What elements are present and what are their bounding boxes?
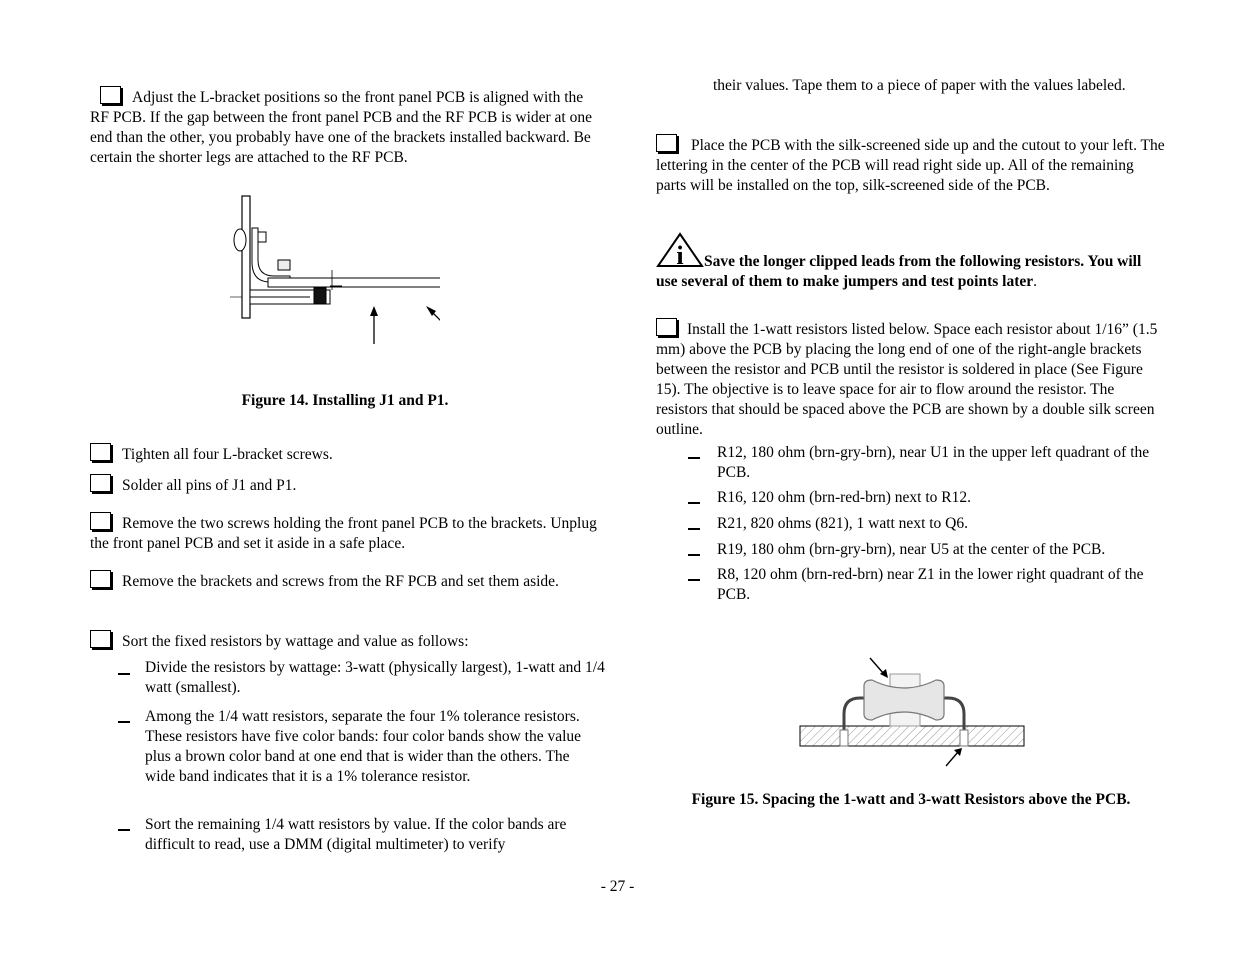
warning-text: Save the longer clipped leads from the following resistors. You will use several of them to make jumpers and test points later (656, 253, 1142, 290)
checkbox-icon[interactable] (90, 570, 111, 588)
sub-step-sort-remaining: Sort the remaining 1/4 watt resistors by value. If the color bands are difficult to read, use a DMM (digital multimeter) to verify (145, 816, 567, 853)
pcb-board (800, 726, 1024, 746)
warning-info-icon (656, 232, 704, 268)
resistor-item-r19: R19, 180 ohm (brn-gry-brn), near U5 at the center of the PCB. (717, 541, 1106, 558)
step-remove-brackets (90, 570, 605, 592)
page-number: - 27 - (600, 878, 635, 895)
step-text: Remove the brackets and screws from the RF PCB and set them aside. (122, 573, 559, 590)
resistor-item-r8: R8, 120 ohm (brn-red-brn) near Z1 in the lower right quadrant of the PCB. (717, 566, 1144, 603)
bracket-nut (278, 260, 290, 270)
figure-15-caption: Figure 15. Spacing the 1-watt and 3-watt Resistors above the PCB. (691, 791, 1131, 808)
checkbox-icon[interactable] (100, 86, 121, 104)
sub-bullet-dash (688, 579, 700, 581)
step-text: Install the 1-watt resistors listed below. Space each resistor about 1/16” (1.5 mm) above the PCB by placing the long end of one of the right-angle brackets between the resistor and PCB until the resistor is soldered in place (See Figure 15). The objective is to leave space for air to flow around the resistor. The resistors that should be spaced above the PCB are shown by a double silk screen outline. (656, 321, 1158, 438)
sub-bullet-dash (118, 673, 130, 675)
front-panel-pcb (242, 196, 250, 318)
bracket-screw-head (234, 229, 246, 251)
sub-step-divide-wattage: Divide the resistors by wattage: 3-watt (physically largest), 1-watt and 1/4 watt (smallest). (145, 659, 605, 696)
checkbox-icon[interactable] (90, 630, 111, 648)
checkbox-icon[interactable] (656, 134, 677, 152)
step-text: Remove the two screws holding the front panel PCB to the brackets. Unplug the front panel PCB and set it aside in a safe place. (90, 515, 597, 552)
sub-step-sort-remaining-cont: their values. Tape them to a piece of paper with the values labeled. (713, 77, 1126, 94)
sub-bullet-dash (118, 721, 130, 723)
sub-bullet-dash (688, 502, 700, 504)
checkbox-icon[interactable] (656, 318, 677, 336)
svg-text:i: i (676, 241, 684, 268)
figure-14-diagram (230, 190, 440, 350)
sub-bullet-dash (118, 829, 130, 831)
step-text: Sort the fixed resistors by wattage and value as follows: (122, 633, 469, 650)
step-place-pcb (656, 134, 1166, 196)
step-sort-resistors (90, 630, 605, 652)
checkbox-icon[interactable] (90, 474, 111, 492)
step-text: Adjust the L-bracket positions so the front panel PCB is aligned with the RF PCB. If the gap between the front panel PCB and the RF PCB is wider at one end than the other, you probably have one of the brackets installed backward. Be certain the shorter legs are attached to the RF PCB. (90, 89, 592, 166)
connector-j1 (314, 288, 326, 304)
sub-step-separate-tolerance: Among the 1/4 watt resistors, separate the four 1% tolerance resistors. These resistors have five color bands: four color bands show the value plus a brown color band at one end that is wider than the others. The wide band indicates that it is a 1% tolerance resistor. (145, 708, 582, 785)
step-text: Place the PCB with the silk-screened side up and the cutout to your left. The lettering in the center of the PCB will read right side up. All of the remaining parts will be installed on the top, silk-screened side of the PCB. (656, 137, 1165, 194)
resistor-item-r16: R16, 120 ohm (brn-red-brn) next to R12. (717, 489, 971, 506)
figure-15-diagram (798, 650, 1028, 775)
step-text: Tighten all four L-bracket screws. (122, 446, 333, 463)
sub-bullet-dash (688, 528, 700, 530)
resistor-item-r21: R21, 820 ohms (821), 1 watt next to Q6. (717, 515, 968, 532)
resistor-item-r12: R12, 180 ohm (brn-gry-brn), near U1 in the upper left quadrant of the PCB. (717, 444, 1150, 481)
arrow-resistor (870, 658, 884, 674)
step-remove-screws (90, 512, 605, 554)
step-tighten-screws (90, 443, 605, 465)
checkbox-icon[interactable] (90, 443, 111, 461)
step-text: Solder all pins of J1 and P1. (122, 477, 297, 494)
arrow-lead (946, 752, 958, 766)
sub-bullet-dash (688, 457, 700, 459)
step-solder-pins (90, 474, 605, 496)
sub-bullet-dash (688, 554, 700, 556)
step-install-1watt (656, 318, 1166, 440)
checkbox-icon[interactable] (90, 512, 111, 530)
figure-14-caption: Figure 14. Installing J1 and P1. (241, 392, 449, 409)
rf-pcb (268, 278, 440, 287)
warning-note (656, 232, 1166, 292)
step-adjust-brackets (90, 86, 605, 168)
warning-period: . (1033, 273, 1037, 290)
